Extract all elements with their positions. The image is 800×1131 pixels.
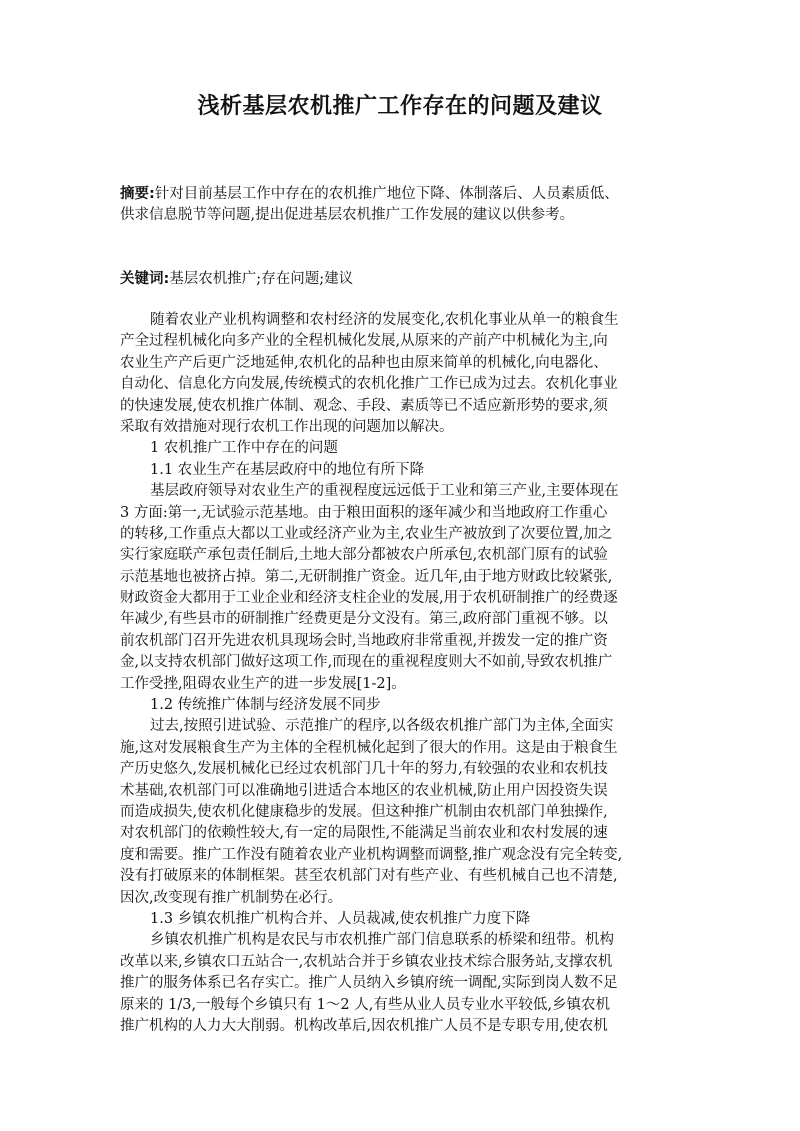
paragraph-line: 财政资金大都用于工业企业和经济支柱企业的发展,用于农机研制推广的经费逐	[120, 590, 618, 607]
subsection-heading: 1.3 乡镇农机推广机构合并、人员裁减,使农机推广力度下降	[150, 910, 531, 927]
paragraph-line: 年减少,有些县市的研制推广经费更是分文没有。第三,政府部门重视不够。以	[120, 611, 608, 628]
paragraph-line: 自动化、信息化方向发展,传统模式的农机化推广工作已成为过去。农机化事业	[120, 376, 618, 393]
paragraph-line: 术基础,农机部门可以准确地引进适合本地区的农业机械,防止用户因投资失误	[120, 782, 608, 799]
abstract-label: 摘要:	[120, 186, 155, 202]
paragraph-line: 采取有效措施对现行农机工作出现的问题加以解决。	[120, 418, 454, 435]
paragraph-line: 推广机构的人力大大削弱。机构改革后,因农机推广人员不是专职专用,使农机	[120, 1017, 608, 1034]
paragraph-line: 实行家庭联产承包责任制后,土地大部分都被农户所承包,农机部门原有的试验	[120, 547, 608, 564]
paragraph-line: 随着农业产业机构调整和农村经济的发展变化,农机化事业从单一的粮食生	[150, 312, 619, 328]
document-title: 浅析基层农机推广工作存在的问题及建议	[197, 94, 603, 119]
paragraph-line: 改革以来,乡镇农口五站合一,农机站合并于乡镇农业技术综合服务站,支撑农机	[120, 953, 613, 970]
paragraph-line: 的转移,工作重点大都以工业或经济产业为主,农业生产被放到了次要位置,加之	[120, 525, 613, 542]
abstract-text-line-2: 供求信息脱节等问题,提出促进基层农机推广工作发展的建议以供参考。	[120, 207, 575, 224]
paragraph-line: 产历史悠久,发展机械化已经过农机部门几十年的努力,有较强的农业和农机技	[120, 761, 608, 778]
body-text	[120, 310, 682, 1037]
keywords	[120, 268, 682, 291]
paragraph-line: 金,以支持农机部门做好这项工作,而现在的重视程度则大不如前,导致农机推广	[120, 654, 613, 671]
paragraph-line: 推广的服务体系已名存实亡。推广人员纳入乡镇府统一调配,实际到岗人数不足	[120, 975, 618, 992]
keywords-label: 关键词:	[120, 271, 170, 287]
paragraph-line: 因次,改变现有推广机制势在必行。	[120, 889, 343, 906]
paragraph-line: 工作受挫,阻碍农业生产的进一步发展[1-2]。	[120, 675, 406, 692]
abstract-text-line-1: 针对目前基层工作中存在的农机推广地位下降、体制落后、人员素质低、	[154, 186, 619, 202]
paragraph-line: 过去,按照引进试验、示范推广的程序,以各级农机推广部门为主体,全面实	[150, 718, 614, 735]
paragraph-line: 原来的 1/3,一般每个乡镇只有 1～2 人,有些从业人员专业水平较低,乡镇农机	[120, 996, 610, 1013]
paragraph-line: 而造成损失,使农机化健康稳步的发展。但这种推广机制由农机部门单独操作,	[120, 803, 608, 820]
paragraph-line: 示范基地也被挤占掉。第二,无研制推广资金。近几年,由于地方财政比较紧张,	[120, 568, 613, 585]
subsection-heading: 1.1 农业生产在基层政府中的地位有所下降	[150, 461, 425, 478]
paragraph-line: 前农机部门召开先进农机具现场会时,当地政府非常重视,并拨发一定的推广资	[120, 632, 608, 649]
paragraph-line: 基层政府领导对农业生产的重视程度远远低于工业和第三产业,主要体现在	[150, 483, 619, 500]
paragraph-line: 农业生产产后更广泛地延伸,农机化的品种也由原来简单的机械化,向电器化、	[120, 354, 608, 371]
paragraph-line: 3 方面:第一,无试验示范基地。由于粮田面积的逐年减少和当地政府工作重心	[120, 504, 608, 521]
subsection-heading: 1.2 传统推广体制与经济发展不同步	[150, 697, 381, 714]
abstract	[120, 184, 682, 227]
paragraph-line: 产全过程机械化向多产业的全程机械化发展,从原来的产前产中机械化为主,向	[120, 333, 608, 350]
paragraph-line: 度和需要。推广工作没有随着农业产业机构调整而调整,推广观念没有完全转变,	[120, 846, 623, 863]
paragraph-line: 没有打破原来的体制框架。甚至农机部门对有些产业、有些机械自己也不清楚,	[120, 868, 618, 885]
paragraph-line: 对农机部门的依赖性较大,有一定的局限性,不能满足当前农业和农村发展的速	[120, 825, 608, 842]
paragraph-line: 的快速发展,使农机推广体制、观念、手段、素质等已不适应新形势的要求,须	[120, 397, 608, 414]
paragraph-line: 乡镇农机推广机构是农民与市农机推广部门信息联系的桥梁和纽带。机构	[150, 932, 614, 949]
keywords-text: 基层农机推广;存在问题;建议	[169, 271, 354, 287]
section-heading: 1 农机推广工作中存在的问题	[150, 440, 338, 457]
paragraph-line: 施,这对发展粮食生产为主体的全程机械化起到了很大的作用。这是由于粮食生	[120, 739, 618, 756]
